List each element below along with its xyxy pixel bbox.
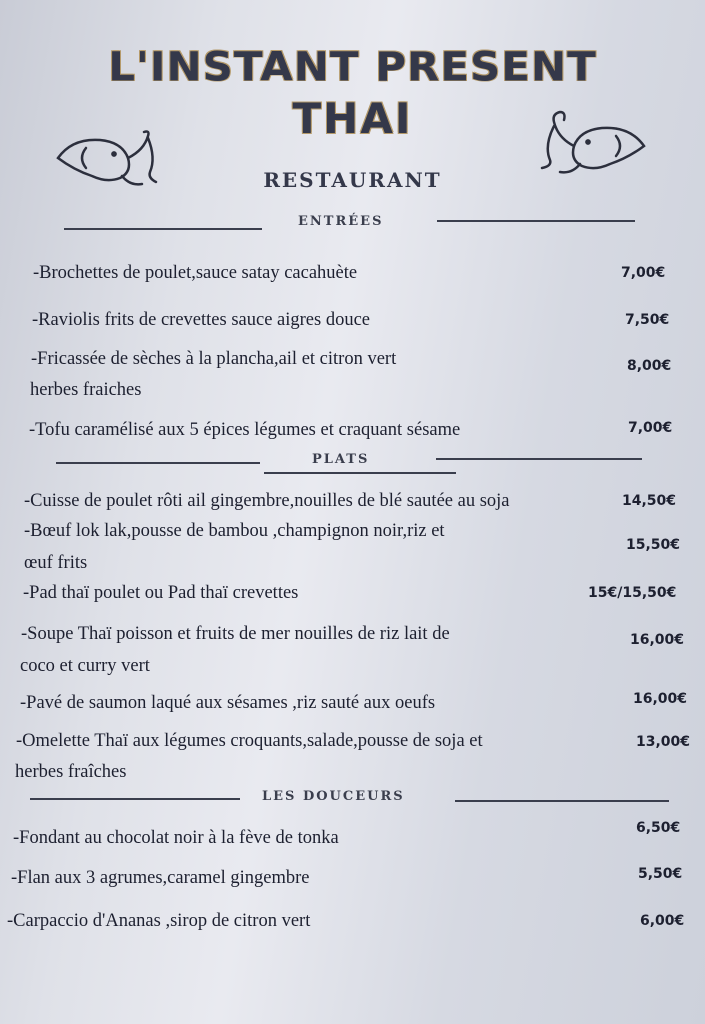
menu-item-name: -Pad thaï poulet ou Pad thaï crevettes [23, 583, 299, 603]
divider [264, 472, 456, 474]
menu-item-name: -Fricassée de sèches à la plancha,ail et citron vert [31, 349, 397, 369]
menu-item-name: coco et curry vert [20, 656, 150, 676]
menu-item-name: -Bœuf lok lak,pousse de bambou ,champignon noir,riz et [24, 521, 445, 541]
menu-item-name: -Brochettes de poulet,sauce satay cacahuète [33, 263, 358, 283]
menu-item-price: 7,50€ [625, 312, 670, 328]
menu-item-name: -Fondant au chocolat noir à la fève de tonka [13, 828, 339, 848]
menu-item-name: -Omelette Thaï aux légumes croquants,salade,pousse de soja et [16, 731, 483, 751]
menu-item-price: 5,50€ [638, 866, 683, 882]
menu-item-name: -Pavé de saumon laqué aux sésames ,riz sauté aux oeufs [20, 693, 436, 713]
menu-item-price: 7,00€ [628, 420, 673, 436]
restaurant-title-line2: THAI [292, 94, 413, 143]
divider [455, 800, 669, 802]
section-heading-plats: PLATS [312, 452, 370, 467]
menu-item-price: 16,00€ [630, 632, 685, 648]
restaurant-subtitle: RESTAURANT [263, 168, 442, 192]
menu-item-price: 13,00€ [636, 734, 691, 750]
menu-item-price: 6,50€ [636, 820, 681, 836]
section-heading-entrees: ENTRÉES [298, 214, 384, 229]
menu-item-price: 15€/15,50€ [588, 585, 677, 601]
menu-item-name: -Carpaccio d'Ananas ,sirop de citron vert [7, 911, 311, 931]
restaurant-title-line1: L'INSTANT PRESENT [108, 43, 597, 90]
menu-item-name: -Tofu caramélisé aux 5 épices légumes et craquant sésame [29, 420, 461, 440]
divider [436, 458, 642, 460]
menu-item-price: 8,00€ [627, 358, 672, 374]
menu-item-price: 6,00€ [640, 913, 685, 929]
menu-item-name: -Flan aux 3 agrumes,caramel gingembre [11, 868, 310, 888]
divider [437, 220, 635, 222]
menu-item-price: 7,00€ [621, 265, 666, 281]
menu-item-price: 15,50€ [626, 537, 681, 553]
menu-item-name: herbes fraîches [15, 762, 127, 782]
divider [30, 798, 240, 800]
divider [56, 462, 260, 464]
menu-item-price: 14,50€ [622, 493, 677, 509]
menu-item-name: herbes fraiches [30, 380, 142, 400]
divider [64, 228, 262, 230]
menu-item-name: -Cuisse de poulet rôti ail gingembre,nouilles de blé sautée au soja [24, 491, 510, 511]
menu-item-name: -Raviolis frits de crevettes sauce aigres douce [32, 310, 371, 330]
section-heading-douceurs: LES DOUCEURS [262, 789, 405, 804]
menu-item-price: 16,00€ [633, 691, 688, 707]
menu-item-name: -Soupe Thaï poisson et fruits de mer nouilles de riz lait de [21, 624, 450, 644]
menu-item-name: œuf frits [24, 553, 88, 573]
